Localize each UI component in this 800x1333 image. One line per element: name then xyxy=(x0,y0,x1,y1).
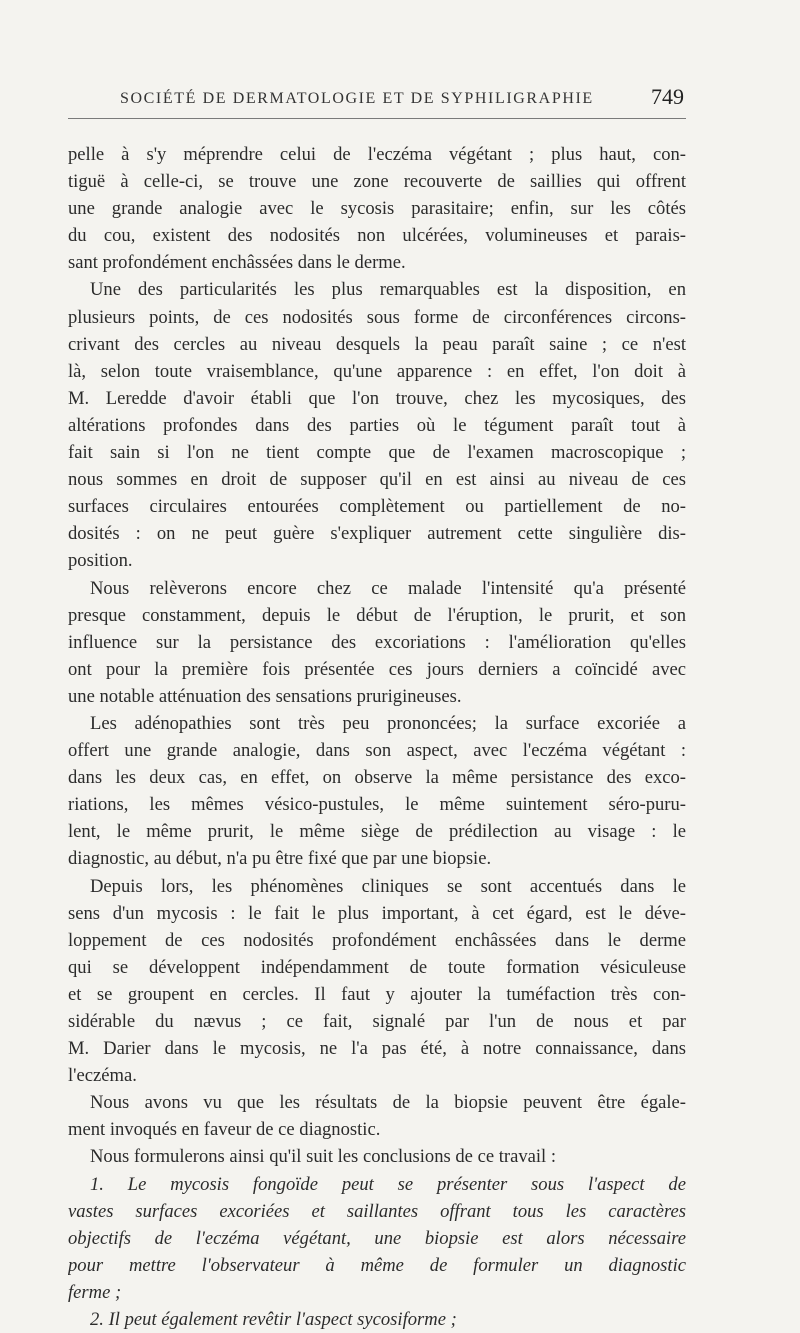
text-line: M. Darier dans le mycosis, ne l'a pas été, à notre connaissance, dans xyxy=(68,1038,686,1060)
text-line: vastes surfaces excoriées et saillantes offrant tous les caractères xyxy=(68,1200,686,1222)
text-line: dans les deux cas, en effet, on observe la même persistance des exco- xyxy=(68,767,686,789)
text-line: et se groupent en cercles. Il faut y ajouter la tuméfaction très con- xyxy=(68,983,686,1005)
text-line: 1. Le mycosis fongoïde peut se présenter sous l'aspect de xyxy=(90,1173,686,1195)
text-line: ferme ; xyxy=(68,1281,122,1303)
running-header xyxy=(68,84,686,119)
text-line: Nous relèverons encore chez ce malade l'intensité qu'a présenté xyxy=(90,577,686,599)
text-line: offert une grande analogie, dans son aspect, avec l'eczéma végétant : xyxy=(68,740,686,762)
text-line: tiguë à celle-ci, se trouve une zone recouverte de saillies qui offrent xyxy=(68,171,686,193)
text-line: diagnostic, au début, n'a pu être fixé que par une biopsie. xyxy=(68,848,492,870)
text-line: là, selon toute vraisemblance, qu'une apparence : en effet, l'on doit à xyxy=(68,360,686,382)
text-line: Depuis lors, les phénomènes cliniques se sont accentués dans le xyxy=(90,875,686,897)
text-line: Une des particularités les plus remarquables est la disposition, en xyxy=(90,279,686,301)
text-line: presque constamment, depuis le début de l'éruption, le prurit, et son xyxy=(68,604,686,626)
text-line: nous sommes en droit de supposer qu'il en est ainsi au niveau de ces xyxy=(68,469,686,491)
text-line: 2. Il peut également revêtir l'aspect sycosiforme ; xyxy=(90,1309,457,1331)
text-line: sant profondément enchâssées dans le derme. xyxy=(68,252,406,274)
text-line: riations, les mêmes vésico-pustules, le même suintement séro-puru- xyxy=(68,794,686,816)
text-line: ment invoqués en faveur de ce diagnostic. xyxy=(68,1119,381,1141)
text-line: crivant des cercles au niveau desquels la peau paraît saine ; ce n'est xyxy=(68,333,686,355)
text-line: ont pour la première fois présentée ces jours derniers a coïncidé avec xyxy=(68,658,686,680)
text-line: loppement de ces nodosités profondément enchâssées dans le derme xyxy=(68,929,686,951)
text-line: lent, le même prurit, le même siège de prédilection au visage : le xyxy=(68,821,686,843)
text-line: pour mettre l'observateur à même de formuler un diagnostic xyxy=(68,1254,686,1276)
text-line: Nous avons vu que les résultats de la biopsie peuvent être égale- xyxy=(90,1092,686,1114)
body-text xyxy=(68,141,686,1333)
text-line: sens d'un mycosis : le fait le plus important, à cet égard, est le déve- xyxy=(68,902,686,924)
page-number: 749 xyxy=(651,84,684,109)
text-line: du cou, existent des nodosités non ulcérées, volumineuses et parais- xyxy=(68,225,686,247)
text-line: une notable atténuation des sensations prurigineuses. xyxy=(68,685,462,707)
text-line: M. Leredde d'avoir établi que l'on trouve, chez les mycosiques, des xyxy=(68,387,686,409)
text-line: dosités : on ne peut guère s'expliquer autrement cette singulière dis- xyxy=(68,523,686,545)
text-line: surfaces circulaires entourées complètement ou partiellement de no- xyxy=(68,496,686,518)
text-line: une grande analogie avec le sycosis parasitaire; enfin, sur les côtés xyxy=(68,198,686,220)
text-line: qui se développent indépendamment de toute formation vésiculeuse xyxy=(68,956,686,978)
text-line: objectifs de l'eczéma végétant, une biopsie est alors nécessaire xyxy=(68,1227,686,1249)
text-line: position. xyxy=(68,550,133,572)
text-line: pelle à s'y méprendre celui de l'eczéma végétant ; plus haut, con- xyxy=(68,144,686,165)
running-title: SOCIÉTÉ DE DERMATOLOGIE ET DE SYPHILIGRAPHIE xyxy=(120,90,594,107)
text-line: Les adénopathies sont très peu prononcées; la surface excoriée a xyxy=(90,712,686,734)
text-line: sidérable du nævus ; ce fait, signalé par l'un de nous et par xyxy=(68,1011,686,1032)
text-line: Nous formulerons ainsi qu'il suit les conclusions de ce travail : xyxy=(90,1146,557,1168)
text-line: fait sain si l'on ne tient compte que de l'examen macroscopique ; xyxy=(68,442,686,464)
text-line: altérations profondes dans des parties où le tégument paraît tout à xyxy=(68,414,686,436)
text-line: influence sur la persistance des excoriations : l'amélioration qu'elles xyxy=(68,631,686,653)
text-line: l'eczéma. xyxy=(68,1065,137,1087)
text-line: plusieurs points, de ces nodosités sous forme de circonférences circons- xyxy=(68,306,686,328)
